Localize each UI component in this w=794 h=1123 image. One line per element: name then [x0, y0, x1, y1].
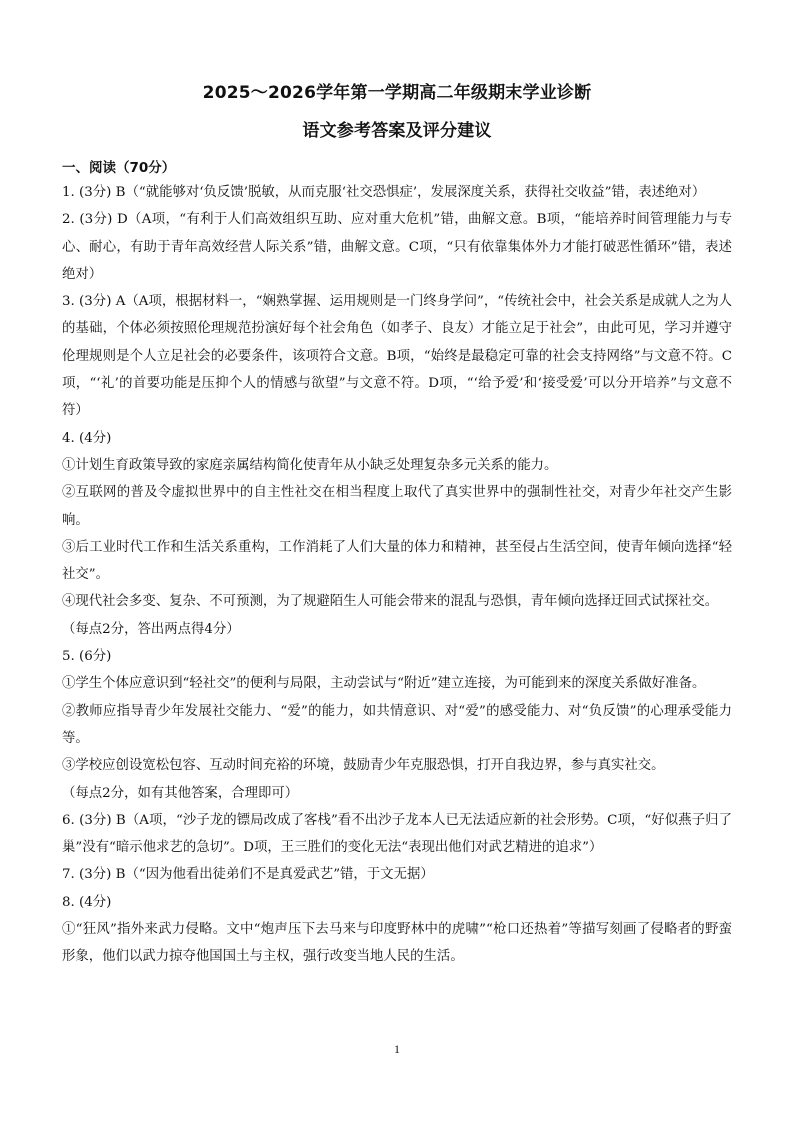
answer-item-4-point-2: ②互联网的普及令虚拟世界中的自主性社交在相当程度上取代了真实世界中的强制性社交，对青少年社交产生影响。 [62, 485, 732, 528]
answer-list [62, 179, 732, 971]
answer-item-4-scoring: （每点2分，答出两点得4分） [62, 621, 240, 637]
answer-item-5-point-3: ③学校应创设宽松包容、互动时间充裕的环境，鼓励青少年克服恐惧，打开自我边界，参与真实社交。 [62, 758, 665, 774]
answer-item-4-point-1: ①计划生育政策导致的家庭亲属结构简化使青年从小缺乏处理复杂多元关系的能力。 [62, 457, 558, 473]
answer-item-2: 2. (3分) D（A项，“有利于人们高效组织互助、应对重大危机”错，曲解文意。B项，“能培养时间管理能力与专心、耐心，有助于青年高效经营人际关系”错，曲解文意。C项，“只有依靠集体外力才能打破恶性循环”错，表述绝对） [62, 212, 732, 282]
section-heading: 一、阅读（70分） [62, 160, 176, 176]
answer-item-3: 3. (3分) A（A项，根据材料一，“娴熟掌握、运用规则是一门终身学问”，“传统社会中，社会关系是成就人之为人的基础，个体必须按照伦理规范扮演好每个社会角色（如孝子、良友）才能立足于社会”，由此可见，学习并遵守伦理规则是个人立足社会的必要条件，该项符合文意。B项，“始终是最稳定可靠的社会支持网络”与文意不符。C项，“‘礼’的首要功能是压抑个人的情感与欲望”与文意不符。D项，“‘给予爱’和‘接受爱’可以分开培养”与文意不符） [62, 294, 732, 419]
answer-item-5-point-2: ②教师应指导青少年发展社交能力、“爱”的能力，如共情意识、对“爱”的感受能力、对“负反馈”的心理承受能力等。 [62, 703, 732, 746]
answer-item-5-scoring: （每点2分，如有其他答案，合理即可） [62, 785, 299, 801]
answer-item-5-header: 5. (6分) [62, 649, 112, 665]
page-number: 1 [394, 1042, 400, 1056]
answer-item-4-point-3: ③后工业时代工作和生活关系重构，工作消耗了人们大量的体力和精神，甚至侵占生活空间，使青年倾向选择“轻社交”。 [62, 539, 732, 583]
answer-item-1: 1. (3分) B（“就能够对‘负反馈’脱敏，从而克服‘社交恐惧症’，发展深度关系，获得社交收益”错，表述绝对） [62, 185, 706, 200]
answer-item-8-point-1: ①“狂风”指外来武力侵略。文中“炮声压下去马来与印度野林中的虎啸”“枪口还热着”等描写刻画了侵略者的野蛮形象，他们以武力掠夺他国国土与主权，强行改变当地人民的生活。 [62, 922, 732, 965]
answer-item-7: 7. (3分) B（“因为他看出徒弟们不是真爱武艺”错，于文无据） [62, 867, 434, 883]
document-subtitle: 语文参考答案及评分建议 [302, 121, 492, 141]
answer-item-6: 6. (3分) B（A项，“沙子龙的镖局改成了客栈”看不出沙子龙本人已无法适应新的社会形势。C项，“好似燕子归了巢”没有“暗示他求艺的急切”。D项，王三胜们的变化无法“表现出他们对武艺精进的追求”） [62, 812, 732, 856]
answer-item-4-point-4: ④现代社会多变、复杂、不可预测，为了规避陌生人可能会带来的混乱与恐惧，青年倾向选择迂回式试探社交。 [62, 594, 719, 610]
answer-item-8-header: 8. (4分) [62, 894, 112, 910]
answer-item-5-point-1: ①学生个体应意识到“轻社交”的便利与局限，主动尝试与“附近”建立连接，为可能到来的深度关系做好准备。 [62, 676, 706, 692]
answer-item-4-header: 4. (4分) [62, 430, 112, 446]
document-title: 2025～2026学年第一学期高二年级期末学业诊断 [202, 83, 592, 103]
